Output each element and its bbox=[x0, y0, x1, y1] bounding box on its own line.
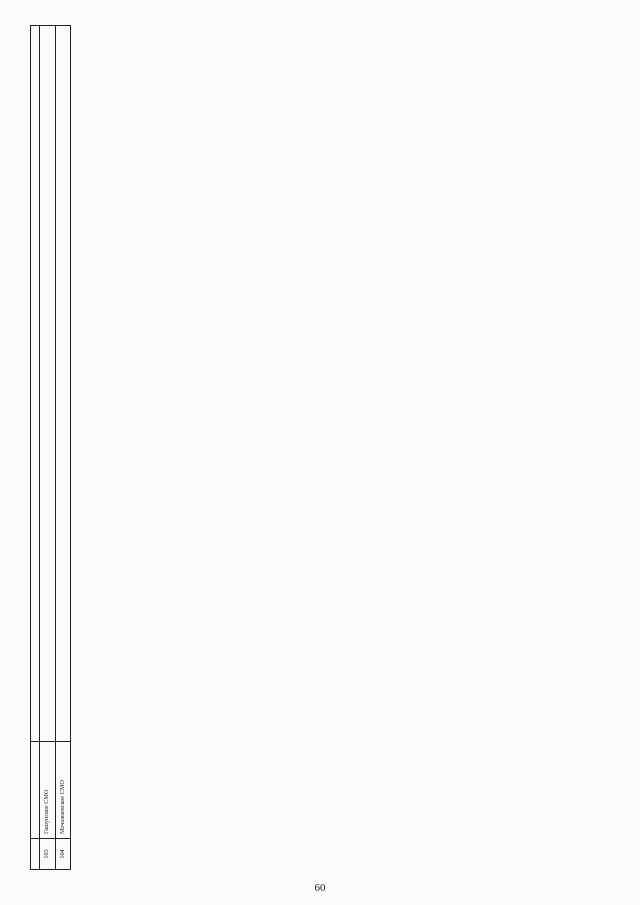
table-row bbox=[31, 26, 40, 870]
table-row bbox=[40, 26, 56, 870]
municipality-name: Гашунское СМО bbox=[40, 742, 56, 839]
municipality-name: Мочажаевское СМО bbox=[55, 742, 71, 839]
row-number bbox=[31, 839, 40, 870]
page-number: 60 bbox=[314, 882, 326, 894]
table-row bbox=[55, 26, 71, 870]
row-number: 103 bbox=[40, 839, 56, 870]
municipality-name bbox=[31, 742, 40, 839]
row-number: 104 bbox=[55, 839, 71, 870]
row-description bbox=[40, 26, 56, 742]
tariff-table bbox=[30, 25, 71, 870]
row-description bbox=[31, 26, 40, 742]
row-description bbox=[55, 26, 71, 742]
rotated-table-container bbox=[30, 25, 625, 870]
